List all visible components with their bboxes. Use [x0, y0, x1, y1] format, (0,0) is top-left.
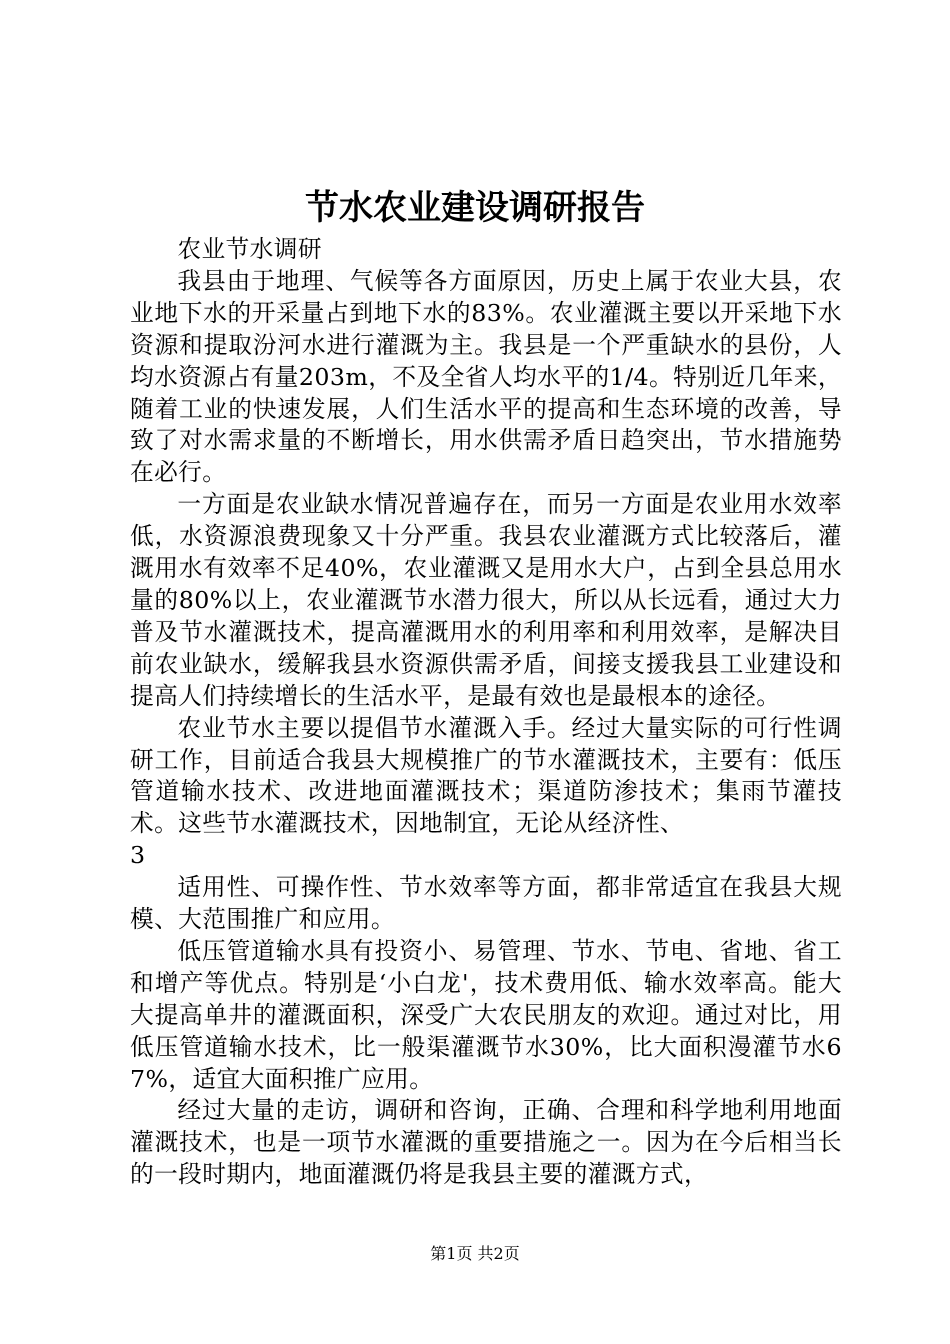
page-footer: 第1页 共2页	[430, 1244, 520, 1263]
paragraph: 经过大量的走访，调研和咨询，正确、合理和科学地利用地面灌溉技术，也是一项节水灌溉的重要措施之一。因为在今后相当长的一段时期内，地面灌溉仍将是我县主要的灌溉方式，	[130, 1096, 842, 1189]
paragraph: 农业节水主要以提倡节水灌溉入手。经过大量实际的可行性调研工作，目前适合我县大规模推广的节水灌溉技术，主要有：低压管道输水技术、改进地面灌溉技术；渠道防渗技术；集雨节灌技术。这些节水灌溉技术，因地制宜，无论从经济性、	[130, 713, 842, 838]
paragraph: 低压管道输水具有投资小、易管理、节水、节电、省地、省工和增产等优点。特别是‘小白龙'，技术费用低、输水效率高。能大大提高单井的灌溉面积，深受广大农民朋友的欢迎。通过对比，用低压管道输水技术，比一般渠灌溉节水30%，比大面积漫灌节水67%，适宜大面积推广应用。	[130, 936, 842, 1093]
paragraph-heading: 农业节水调研	[177, 235, 322, 263]
document-title: 节水农业建设调研报告	[305, 188, 645, 228]
stray-number-line: 3	[130, 841, 146, 870]
paragraph: 一方面是农业缺水情况普遍存在，而另一方面是农业用水效率低，水资源浪费现象又十分严重。我县农业灌溉方式比较落后，灌溉用水有效率不足40%，农业灌溉又是用水大户，占到全县总用水量的80%以上，农业灌溉节水潜力很大，所以从长远看，通过大力普及节水灌溉技术，提高灌溉用水的利用率和利用效率，是解决目前农业缺水，缓解我县水资源供需矛盾，间接支援我县工业建设和提高人们持续增长的生活水平，是最有效也是最根本的途径。	[130, 490, 842, 710]
paragraph: 我县由于地理、气候等各方面原因，历史上属于农业大县，农业地下水的开采量占到地下水的83%。农业灌溉主要以开采地下水资源和提取汾河水进行灌溉为主。我县是一个严重缺水的县份，人均水资源占有量203m，不及全省人均水平的1/4。特别近几年来，随着工业的快速发展，人们生活水平的提高和生态环境的改善，导致了对水需求量的不断增长，用水供需矛盾日趋突出，节水措施势在必行。	[130, 266, 842, 487]
document-body	[130, 234, 842, 1191]
paragraph: 适用性、可操作性、节水效率等方面，都非常适宜在我县大规模、大范围推广和应用。	[130, 873, 842, 934]
